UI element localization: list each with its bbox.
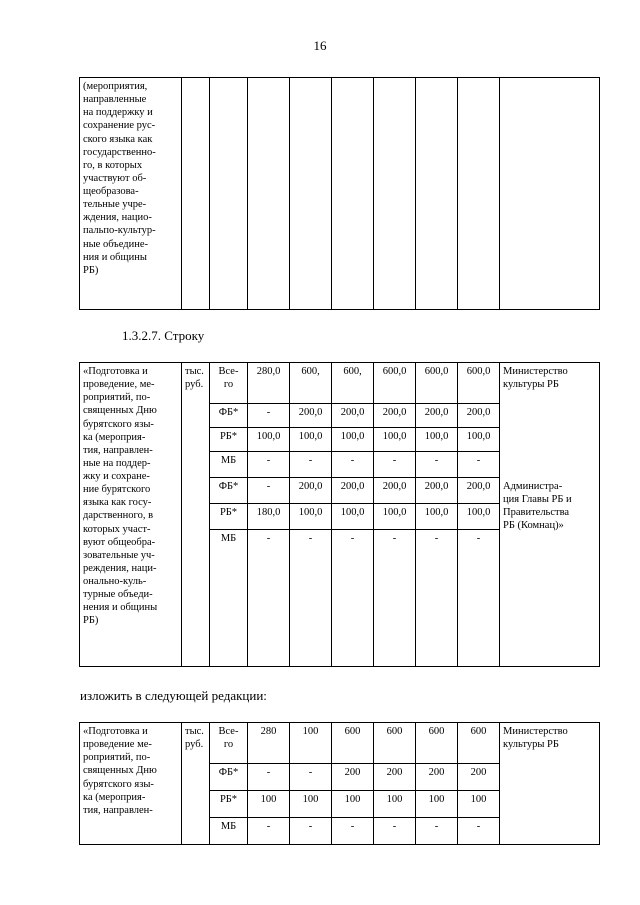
value-cell: 200 [374, 764, 416, 791]
value-cell: - [458, 530, 500, 667]
value-cell: 100,0 [248, 428, 290, 452]
empty-cell [210, 78, 248, 310]
value-cell: - [248, 478, 290, 504]
continuation-table [79, 77, 600, 310]
value-cell: 100,0 [374, 504, 416, 530]
value-cell: 100,0 [416, 504, 458, 530]
value-cell: - [458, 452, 500, 478]
value-cell: 200,0 [374, 404, 416, 428]
value-cell: 600 [416, 723, 458, 764]
value-cell: 100 [290, 723, 332, 764]
value-cell: 200,0 [290, 404, 332, 428]
value-cell: - [416, 530, 458, 667]
empty-cell [416, 78, 458, 310]
value-cell: - [248, 818, 290, 845]
value-cell: 100 [374, 791, 416, 818]
value-cell: 100,0 [332, 428, 374, 452]
table-row [80, 363, 600, 404]
instruction-text: изложить в следующей редакции: [80, 688, 267, 703]
value-cell: 100,0 [332, 504, 374, 530]
value-cell: 100 [416, 791, 458, 818]
value-cell: 200,0 [416, 404, 458, 428]
value-cell: 200,0 [416, 478, 458, 504]
funding-source: РБ* [210, 428, 248, 452]
value-cell: 600 [374, 723, 416, 764]
unit-cell: тыс. руб. [182, 363, 210, 667]
empty-cell [182, 78, 210, 310]
value-cell: 100,0 [290, 428, 332, 452]
value-cell: 280,0 [248, 363, 290, 404]
value-cell: - [332, 452, 374, 478]
value-cell: 100,0 [290, 504, 332, 530]
value-cell: 200,0 [290, 478, 332, 504]
empty-cell [458, 78, 500, 310]
funding-source: МБ [210, 530, 248, 667]
value-cell: 100 [332, 791, 374, 818]
value-cell: 200,0 [332, 404, 374, 428]
new-version-table [79, 722, 600, 845]
value-cell: - [290, 764, 332, 791]
empty-cell [500, 78, 600, 310]
value-cell: - [374, 818, 416, 845]
value-cell: 600,0 [374, 363, 416, 404]
value-cell: 600,0 [458, 363, 500, 404]
value-cell: 200,0 [458, 478, 500, 504]
empty-cell [290, 78, 332, 310]
value-cell: 100 [458, 791, 500, 818]
value-cell: 600 [332, 723, 374, 764]
activity-description: «Подготовка и проведение ме- роприятий, по- священных Дню бурятского язы- ка (мероприя- тия, направлен- [80, 723, 182, 845]
value-cell: 100,0 [416, 428, 458, 452]
funding-source: ФБ* [210, 478, 248, 504]
value-cell: 200,0 [332, 478, 374, 504]
value-cell: - [458, 818, 500, 845]
executor-cell: Администра- ция Главы РБ и Правительства РБ (Комнац)» [500, 478, 600, 667]
value-cell: - [248, 404, 290, 428]
value-cell: 100,0 [374, 428, 416, 452]
value-cell: 200 [458, 764, 500, 791]
funding-source: ФБ* [210, 764, 248, 791]
value-cell: - [290, 452, 332, 478]
table-row [80, 723, 600, 764]
funding-source: РБ* [210, 791, 248, 818]
empty-cell [248, 78, 290, 310]
value-cell: - [332, 818, 374, 845]
old-version-table [79, 362, 600, 667]
page-number: 16 [313, 38, 327, 53]
funding-source: Все- го [210, 363, 248, 404]
value-cell: 280 [248, 723, 290, 764]
value-cell: 200 [332, 764, 374, 791]
value-cell: 200,0 [458, 404, 500, 428]
value-cell: 600 [458, 723, 500, 764]
value-cell: 100,0 [458, 504, 500, 530]
empty-cell [332, 78, 374, 310]
value-cell: 600, [290, 363, 332, 404]
value-cell: - [416, 452, 458, 478]
funding-source: РБ* [210, 504, 248, 530]
funding-source: МБ [210, 818, 248, 845]
funding-source: МБ [210, 452, 248, 478]
value-cell: - [290, 530, 332, 667]
unit-cell: тыс. руб. [182, 723, 210, 845]
funding-source: Все- го [210, 723, 248, 764]
value-cell: 200,0 [374, 478, 416, 504]
value-cell: - [248, 452, 290, 478]
value-cell: - [374, 452, 416, 478]
value-cell: - [290, 818, 332, 845]
value-cell: - [416, 818, 458, 845]
executor-cell: Министерство культуры РБ [500, 363, 600, 478]
value-cell: 180,0 [248, 504, 290, 530]
activity-description: (мероприятия, направленные на поддержку и сохранение рус- ского языка как государственно- го, в которых участвуют об- щеобразова- тельные учре- ждения, нацио- пальпо-культур- ные объедине- ния и общины РБ) [80, 78, 182, 310]
funding-source: ФБ* [210, 404, 248, 428]
value-cell: 100 [290, 791, 332, 818]
value-cell: - [332, 530, 374, 667]
value-cell: 100,0 [458, 428, 500, 452]
value-cell: 100 [248, 791, 290, 818]
value-cell: 200 [416, 764, 458, 791]
value-cell: - [374, 530, 416, 667]
section-heading: 1.3.2.7. Строку [122, 328, 205, 343]
empty-cell [374, 78, 416, 310]
value-cell: 600, [332, 363, 374, 404]
activity-description: «Подготовка и проведение, ме- роприятий, по- священных Дню бурятского язы- ка (мероприя- тия, направлен- ные на поддер- жку и сохране- ние бурятского языка как госу- дарственного, в которых участ- вуют общеобра- зовательные уч- реждения, наци- онально-куль- турные объеди- нения и общины РБ) [80, 363, 182, 667]
executor-cell: Министерство культуры РБ [500, 723, 600, 845]
value-cell: - [248, 530, 290, 667]
value-cell: 600,0 [416, 363, 458, 404]
value-cell: - [248, 764, 290, 791]
